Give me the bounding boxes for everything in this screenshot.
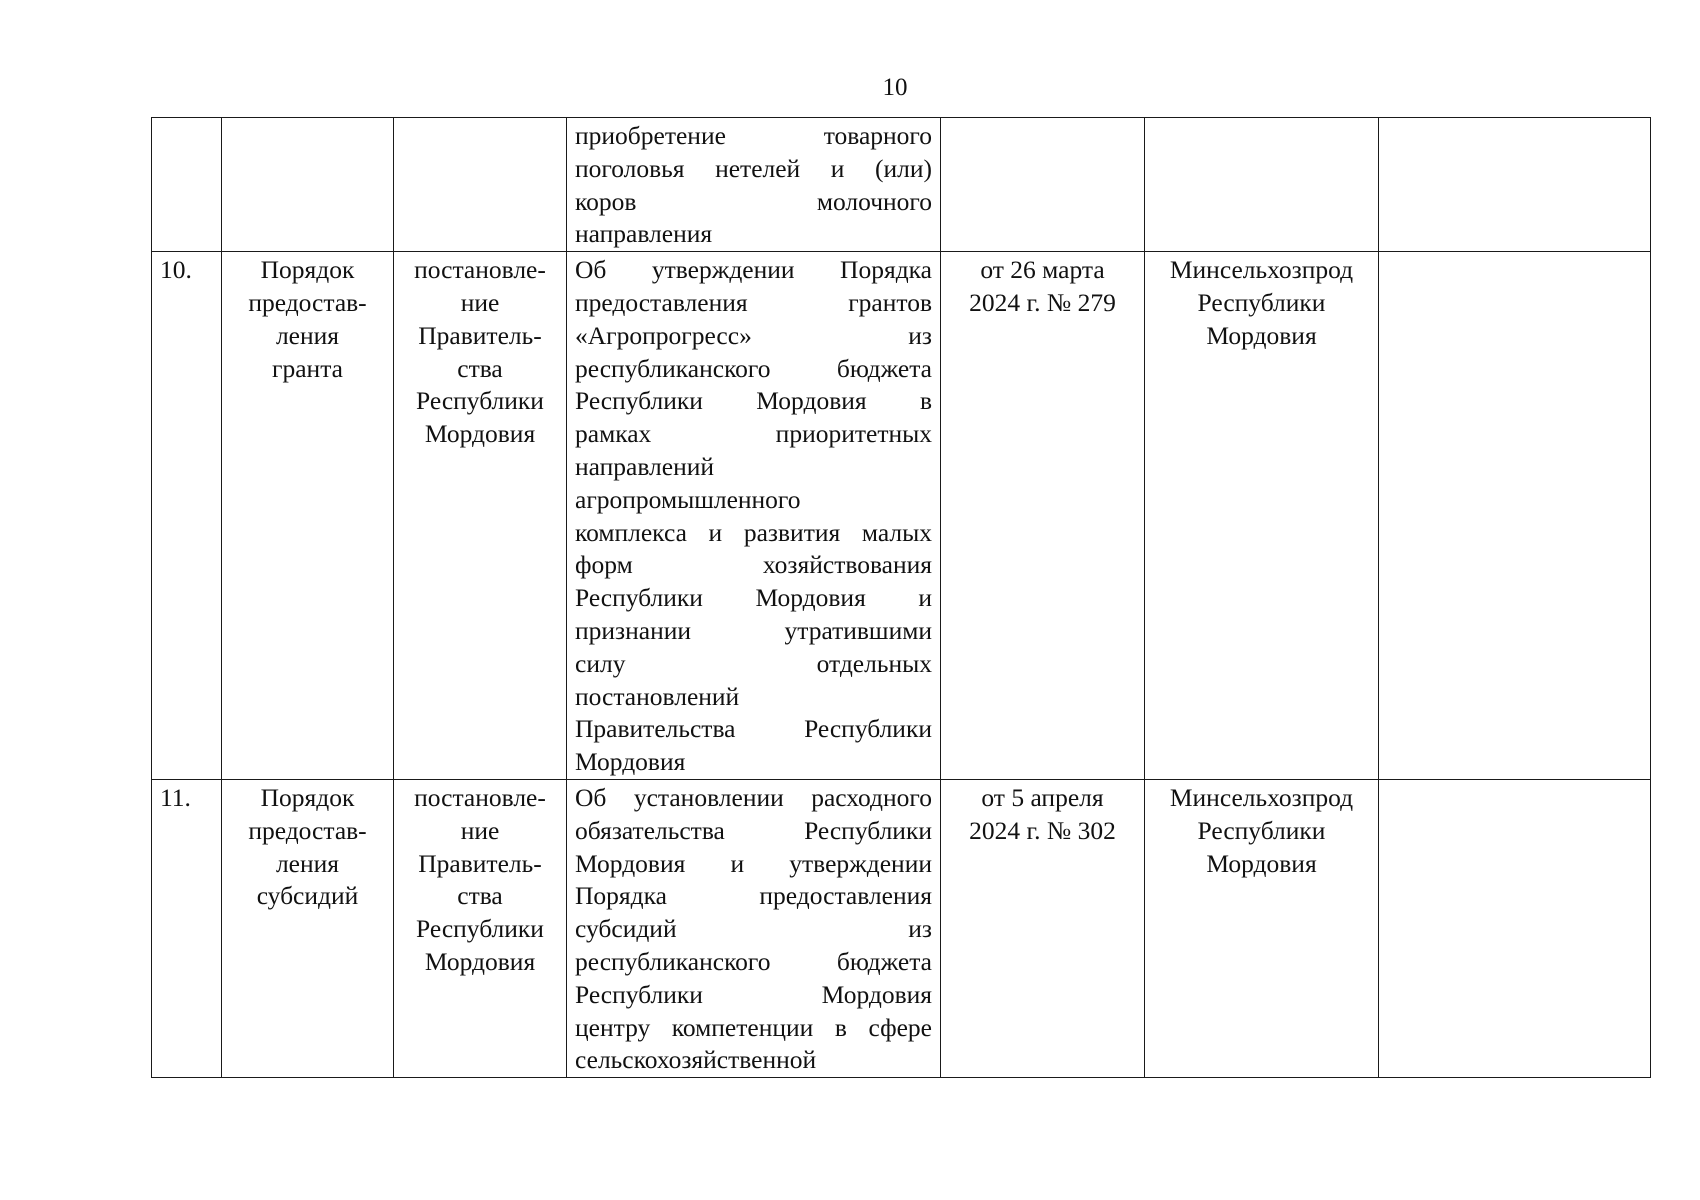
cell-line: предостав-	[248, 287, 367, 317]
cell-line: Мордовия	[1206, 320, 1317, 350]
cell-line: рамках приоритетных	[575, 419, 932, 449]
document-type-cell	[222, 779, 394, 1077]
document-date-cell	[941, 118, 1145, 252]
cell-line: Республики	[1197, 287, 1326, 317]
cell-line: Порядка предоставления	[575, 881, 932, 911]
table-row	[152, 252, 1651, 780]
cell-line: Мордовия	[424, 946, 536, 976]
cell-line: обязательства Республики	[575, 815, 932, 845]
cell-line: Республики	[416, 386, 544, 416]
cell-line: форм хозяйствования	[575, 550, 932, 580]
row-number-cell	[152, 118, 222, 252]
cell-line: Республики Мордовия	[575, 979, 932, 1009]
document-title-cell	[567, 118, 941, 252]
cell-line: постановле-	[414, 255, 546, 285]
cell-line: признании утратившими	[575, 615, 932, 645]
note-cell	[1379, 252, 1651, 780]
table-row	[152, 118, 1651, 252]
cell-line: Правительства Республики	[575, 714, 932, 744]
cell-line: 2024 г. № 279	[969, 287, 1116, 317]
cell-line: коров молочного	[575, 186, 932, 216]
cell-line: Правитель-	[418, 320, 542, 350]
document-kind-cell	[394, 779, 567, 1077]
cell-line: постановле-	[414, 782, 546, 812]
document-type-cell	[222, 252, 394, 780]
responsible-org-cell	[1145, 252, 1379, 780]
cell-line: Республики	[1197, 815, 1326, 845]
cell-line: ние	[460, 287, 500, 317]
cell-line: субсидий из	[575, 914, 932, 944]
cell-line: Республики Мордовия в	[575, 386, 932, 416]
page-number: 10	[882, 74, 908, 101]
cell-line: агропромышленного	[575, 484, 801, 514]
cell-line: Порядок	[260, 782, 355, 812]
cell-line: Об установлении расходного	[575, 782, 932, 812]
cell-line: ства	[457, 881, 503, 911]
row-number-cell	[152, 779, 222, 1077]
cell-line: центру компетенции в сфере	[575, 1012, 932, 1042]
document-kind-cell	[394, 118, 567, 252]
cell-line: субсидий	[256, 881, 359, 911]
cell-line: Республики Мордовия и	[575, 583, 932, 613]
cell-line: поголовья нетелей и (или)	[575, 153, 932, 183]
note-cell	[1379, 118, 1651, 252]
cell-line: направления	[575, 219, 713, 249]
cell-line: республиканского бюджета	[575, 353, 932, 383]
responsible-org-cell	[1145, 779, 1379, 1077]
table-row	[152, 779, 1651, 1077]
cell-line: предостав-	[248, 815, 367, 845]
cell-line: комплекса и развития малых	[575, 517, 932, 547]
cell-line: «Агропрогресс» из	[575, 320, 932, 350]
cell-line: ления	[275, 320, 340, 350]
cell-line: республиканского бюджета	[575, 946, 932, 976]
document-table	[151, 117, 1651, 1078]
cell-line: Мордовия	[1206, 848, 1317, 878]
row-number-cell	[152, 252, 222, 780]
table-body	[152, 118, 1651, 1078]
cell-text: 10.	[160, 255, 192, 285]
cell-line: постановлений	[575, 681, 740, 711]
document-title-cell	[567, 252, 941, 780]
document-date-cell	[941, 252, 1145, 780]
cell-line: направлений	[575, 451, 715, 481]
cell-line: Порядок	[260, 255, 355, 285]
document-kind-cell	[394, 252, 567, 780]
cell-text: 11.	[160, 782, 191, 812]
cell-line: ления	[275, 848, 340, 878]
cell-line: сельскохозяйственной	[575, 1045, 817, 1075]
cell-line: 2024 г. № 302	[969, 815, 1116, 845]
note-cell	[1379, 779, 1651, 1077]
cell-line: ние	[460, 815, 500, 845]
cell-line: Правитель-	[418, 848, 542, 878]
document-date-cell	[941, 779, 1145, 1077]
cell-line: предоставления грантов	[575, 287, 932, 317]
cell-line: от 5 апреля	[981, 782, 1104, 812]
cell-line: Мордовия	[575, 747, 686, 777]
cell-line: Мордовия	[424, 419, 536, 449]
cell-line: ства	[457, 353, 503, 383]
cell-line: Республики	[416, 914, 544, 944]
document-title-cell	[567, 779, 941, 1077]
cell-line: Минсельхозпрод	[1169, 782, 1354, 812]
cell-line: приобретение товарного	[575, 121, 932, 150]
cell-line: Минсельхозпрод	[1169, 255, 1354, 285]
document-type-cell	[222, 118, 394, 252]
responsible-org-cell	[1145, 118, 1379, 252]
cell-line: Об утверждении Порядка	[575, 255, 932, 285]
cell-line: от 26 марта	[980, 255, 1105, 285]
cell-line: гранта	[272, 353, 343, 383]
cell-line: Мордовия и утверждении	[575, 848, 932, 878]
cell-line: силу отдельных	[575, 648, 932, 678]
